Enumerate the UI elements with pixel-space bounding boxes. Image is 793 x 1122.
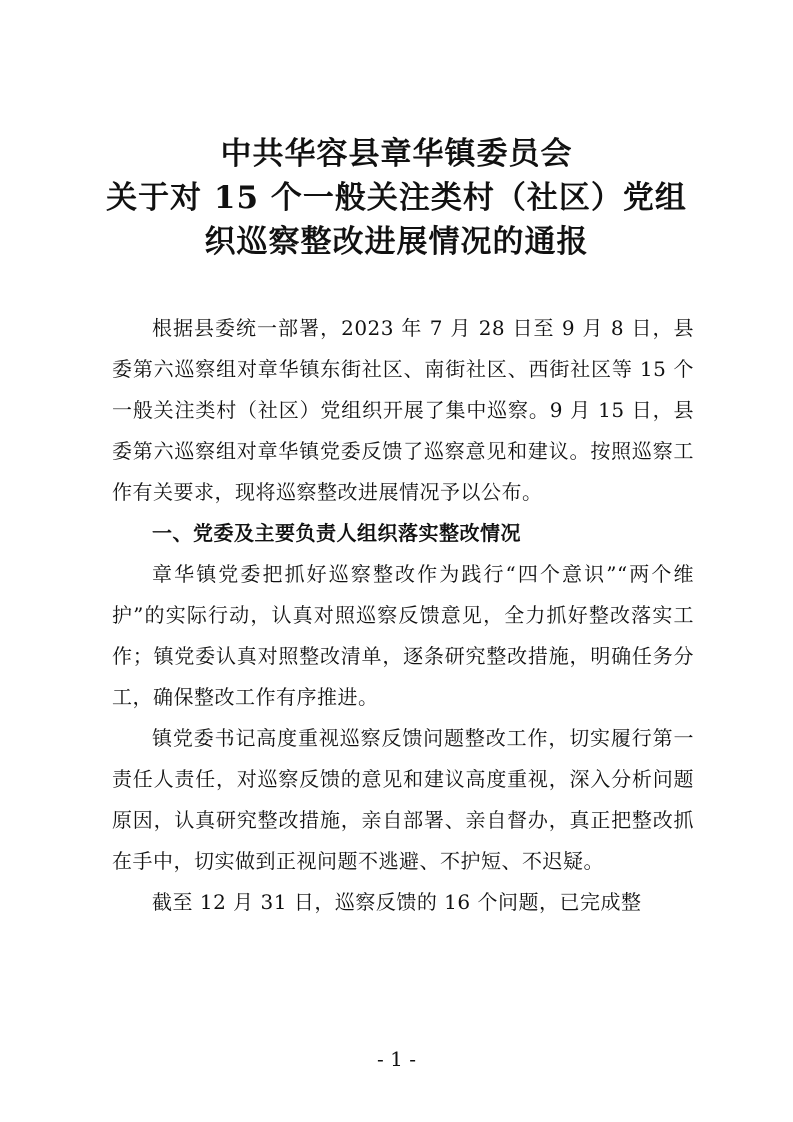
section-1-paragraph-2: 镇党委书记高度重视巡察反馈问题整改工作，切实履行第一责任人责任，对巡察反馈的意见和建议高度重视，深入分析问题原因，认真研究整改措施，亲自部署、亲自督办，真正把整改抓在手中，切实做到正视问题不逃避、不护短、不迟疑。 <box>112 726 694 873</box>
section-1-paragraph-1: 章华镇党委把抓好巡察整改作为践行“四个意识”“两个维护”的实际行动，认真对照巡察反馈意见，全力抓好整改落实工作；镇党委认真对照整改清单，逐条研究整改措施，明确任务分工，确保整改工作有序推进。 <box>112 562 694 709</box>
title-line-1: 中共华容县章华镇委员会 <box>220 136 573 172</box>
section-1-heading: 一、党委及主要负责人组织落实整改情况 <box>152 521 521 545</box>
section-1-paragraph-3: 截至 12 月 31 日，巡察反馈的 16 个问题，已完成整 <box>152 890 642 914</box>
title-line-3: 织巡察整改进展情况的通报 <box>204 224 589 260</box>
title-line-2: 关于对 15 个一般关注类村（社区）党组 <box>106 180 687 216</box>
page-number: - 1 - <box>377 1047 416 1071</box>
intro-paragraph: 根据县委统一部署，2023 年 7 月 28 日至 9 月 8 日，县委第六巡察组对章华镇东街社区、南街社区、西街社区等 15 个一般关注类村（社区）党组织开展了集中巡察。9 月 15 日，县委第六巡察组对章华镇党委反馈了巡察意见和建议。按照巡察工作有关要求，现将巡察整改进展情况予以公布。 <box>112 316 694 504</box>
document-title <box>0 132 793 264</box>
document-body <box>112 308 694 923</box>
